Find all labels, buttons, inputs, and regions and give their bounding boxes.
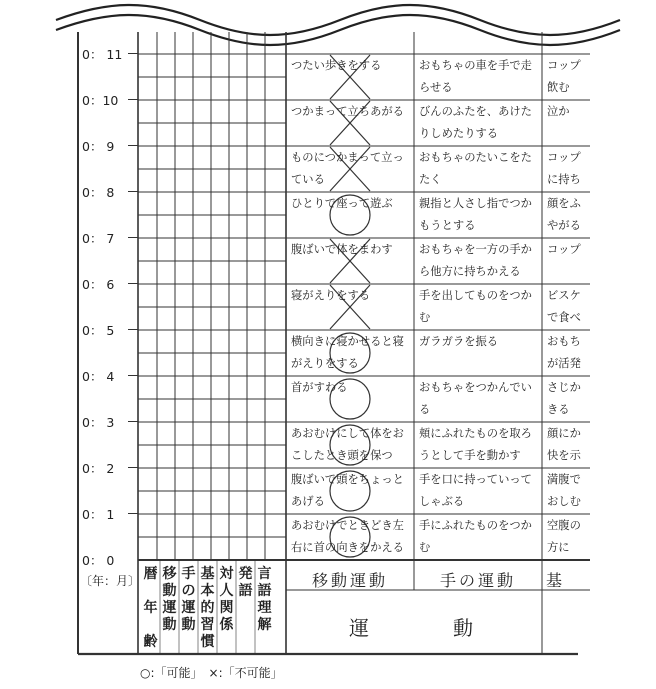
y-axis-tick-mark bbox=[128, 467, 138, 468]
milestone-hand: 親指と人さし指でつかもうとする bbox=[419, 197, 532, 232]
y-axis-tick-label: 0： 2 bbox=[82, 461, 115, 476]
y-axis-unit-label: 〔年：月〕 bbox=[80, 574, 141, 588]
milestone-motor: 腹ばいで体をまわす bbox=[291, 243, 393, 256]
y-axis-tick-label: 0： 3 bbox=[82, 415, 115, 430]
milestone-motor: つたい歩きをする bbox=[291, 59, 382, 72]
milestone-motor: 横向きに寝かせると寝がえりをする bbox=[291, 335, 404, 370]
y-axis-tick-mark bbox=[128, 329, 138, 330]
milestone-motor: 首がすわる bbox=[291, 381, 348, 394]
milestone-hand: 手を出してものをつかむ bbox=[419, 289, 532, 324]
header-column-char: 基 bbox=[200, 566, 215, 582]
y-axis-tick-label: 0： 4 bbox=[82, 369, 115, 384]
header-column-char: 慣 bbox=[200, 634, 215, 650]
milestone-motor: つかまって立ちあがる bbox=[291, 105, 404, 118]
header-column-char: 解 bbox=[257, 617, 272, 633]
y-axis-tick bbox=[82, 459, 138, 477]
header-column-char: の bbox=[181, 583, 196, 599]
milestone-habit: 顔をふやがる bbox=[547, 197, 581, 232]
y-axis-tick-mark bbox=[128, 145, 138, 146]
milestone-motor: ものにつかまって立っている bbox=[291, 151, 404, 186]
y-axis-tick-mark bbox=[128, 99, 138, 100]
y-axis-tick-label: 0： 5 bbox=[82, 323, 115, 338]
y-axis-tick-label: 0： 0 bbox=[82, 553, 115, 568]
y-axis-tick-mark bbox=[128, 53, 138, 54]
milestone-habit: おもちが活発 bbox=[547, 335, 581, 370]
milestone-motor: あおむけでときどき左右に首の向きをかえる bbox=[291, 519, 404, 554]
header-column-char: 運 bbox=[181, 600, 196, 616]
y-axis-tick bbox=[82, 275, 138, 293]
milestone-habit: 空腹の方に bbox=[547, 519, 581, 554]
milestone-habit: ビスケで食べ bbox=[547, 289, 581, 324]
y-axis-tick bbox=[82, 91, 138, 109]
y-axis-tick-label: 0：10 bbox=[82, 93, 119, 108]
milestone-habit: コップに持ち bbox=[547, 151, 581, 186]
y-axis-tick-label: 0： 6 bbox=[82, 277, 115, 292]
milestone-hand: 手を口に持っていってしゃぶる bbox=[419, 473, 532, 508]
milestone-hand: 手にふれたものをつかむ bbox=[419, 519, 532, 554]
milestone-motor: 腹ばいで頭をちょっとあげる bbox=[291, 473, 404, 508]
milestone-habit: 顔にか快を示 bbox=[547, 427, 581, 462]
milestone-habit: さじかきる bbox=[547, 381, 581, 416]
category-motor: 移動運動 bbox=[311, 571, 388, 590]
y-axis-tick-label: 0： 11 bbox=[82, 47, 123, 62]
milestone-hand: おもちゃをつかんでいる bbox=[419, 381, 532, 416]
milestone-hand: 頬にふれたものを取ろうとして手を動かす bbox=[419, 427, 532, 462]
y-axis-tick bbox=[82, 505, 138, 523]
header-column-char: 暦 bbox=[143, 566, 158, 582]
milestone-hand: おもちゃの車を手で走らせる bbox=[419, 59, 532, 94]
milestone-habit: 泣か bbox=[547, 105, 570, 118]
header-column-char: 対 bbox=[219, 566, 234, 582]
header-column-char: 手 bbox=[181, 566, 196, 582]
category-group-motor: 運 動 bbox=[349, 616, 479, 640]
header-column-char: 発 bbox=[238, 566, 253, 582]
milestone-motor: 寝がえりをする bbox=[291, 289, 371, 302]
header-column-char: 語 bbox=[238, 583, 253, 599]
y-axis-tick-label: 0： 8 bbox=[82, 185, 115, 200]
milestone-hand: ガラガラを振る bbox=[419, 335, 499, 348]
y-axis-tick bbox=[82, 183, 138, 201]
y-axis-tick bbox=[82, 137, 138, 155]
milestone-hand: おもちゃを一方の手から他方に持ちかえる bbox=[419, 243, 532, 278]
header-column-char: 的 bbox=[200, 600, 215, 616]
milestone-motor: ひとりで座って遊ぶ bbox=[291, 197, 393, 210]
y-axis-tick bbox=[82, 229, 138, 247]
y-axis-tick-mark bbox=[128, 191, 138, 192]
milestone-habit: 満腹でおしむ bbox=[547, 473, 581, 508]
y-axis-tick-label: 0： 9 bbox=[82, 139, 115, 154]
header-column-char: 齢 bbox=[143, 634, 158, 650]
header-column-char: 運 bbox=[162, 600, 177, 616]
milestone-habit: コップ飲む bbox=[547, 59, 581, 94]
header-column-char: 人 bbox=[219, 583, 234, 599]
header-column-char: 本 bbox=[200, 583, 215, 599]
y-axis-tick-label: 0： 1 bbox=[82, 507, 115, 522]
y-axis-tick-mark bbox=[128, 283, 138, 284]
y-axis-tick-label: 0： 7 bbox=[82, 231, 115, 246]
milestone-motor: あおむけにして体をおこしたとき頭を保つ bbox=[291, 427, 404, 462]
category-habit: 基 bbox=[546, 571, 566, 590]
y-axis-tick-mark bbox=[128, 375, 138, 376]
y-axis-tick bbox=[82, 551, 138, 569]
header-column-char: 習 bbox=[200, 617, 215, 633]
header-column-char: 理 bbox=[257, 600, 272, 616]
y-axis-tick-mark bbox=[128, 237, 138, 238]
milestone-hand: おもちゃのたいこをたたく bbox=[419, 151, 532, 186]
y-axis-tick-mark bbox=[128, 513, 138, 514]
y-axis-tick bbox=[82, 367, 138, 385]
header-column-char: 関 bbox=[219, 600, 234, 616]
header-column-char: 言 bbox=[257, 566, 272, 582]
header-column-char: 係 bbox=[219, 617, 234, 633]
legend: ○:「可能」 ×:「不可能」 bbox=[140, 666, 283, 680]
header-column-char: 年 bbox=[143, 600, 158, 616]
header-column-char: 動 bbox=[162, 617, 177, 633]
y-axis-tick bbox=[82, 45, 138, 63]
y-axis-tick-mark bbox=[128, 421, 138, 422]
header-column-char: 動 bbox=[181, 617, 196, 633]
header-column-char: 動 bbox=[162, 583, 177, 599]
category-hand: 手の運動 bbox=[439, 571, 516, 590]
header-column-char: 語 bbox=[257, 583, 272, 599]
y-axis-tick bbox=[82, 321, 138, 339]
y-axis-tick bbox=[82, 413, 138, 431]
milestone-hand: びんのふたを、あけたりしめたりする bbox=[419, 105, 532, 140]
milestone-habit: コップ bbox=[547, 243, 581, 256]
header-column-char: 移 bbox=[162, 566, 177, 582]
